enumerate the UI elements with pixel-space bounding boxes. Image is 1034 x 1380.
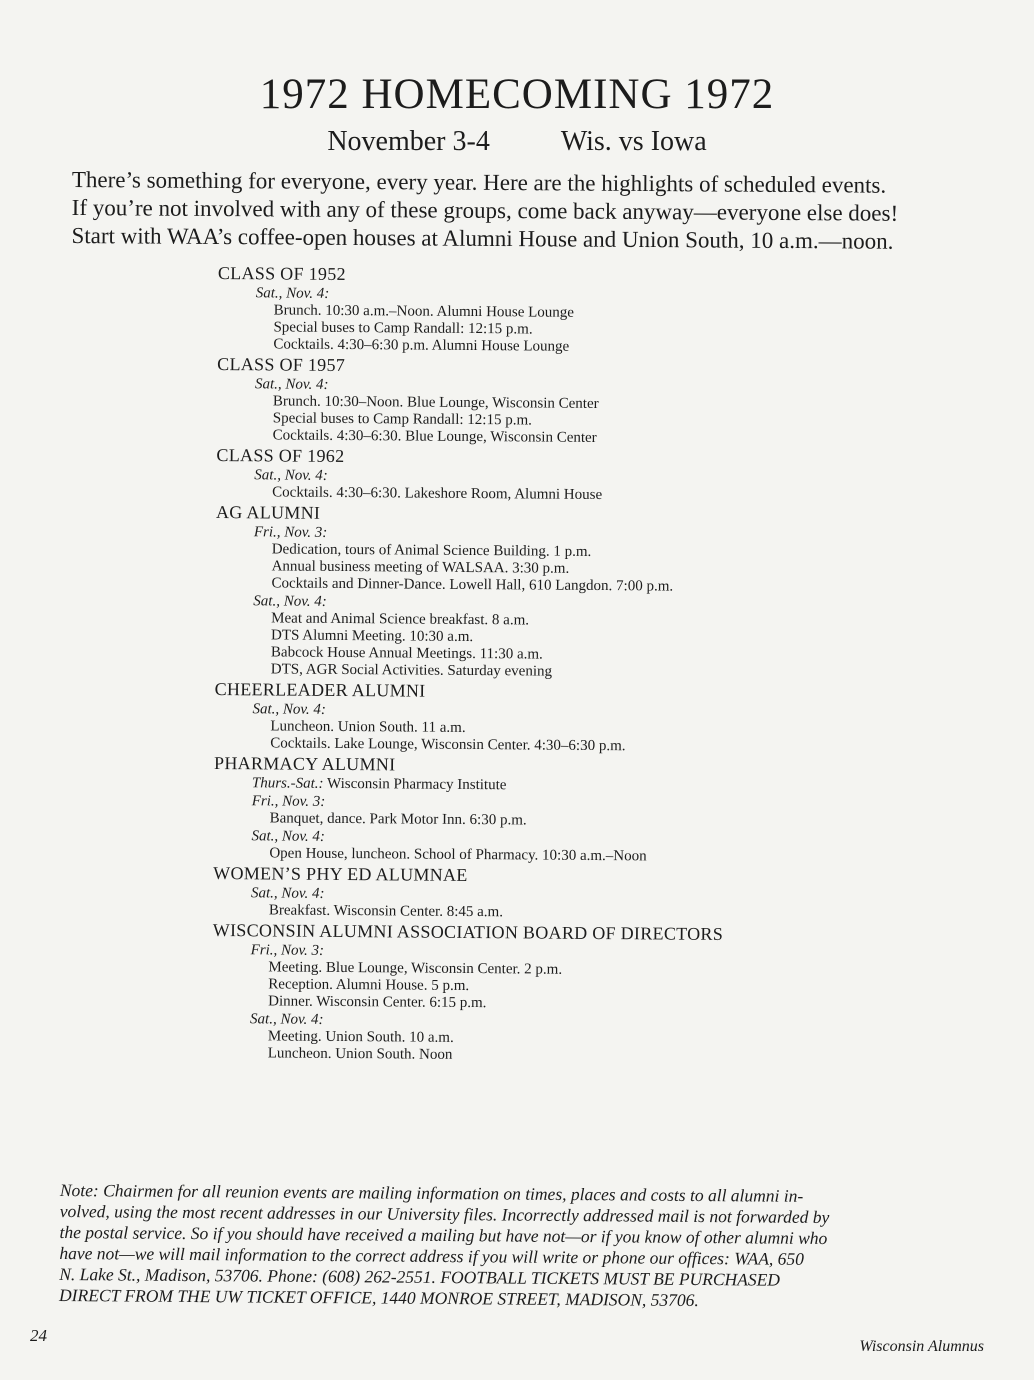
event-item: Cocktails. Lake Lounge, Wisconsin Center. 4:30–6:30 p.m. (270, 735, 626, 755)
group-heading: WISCONSIN ALUMNI ASSOCIATION BOARD OF DIRECTORS (212, 919, 724, 944)
event-item: Luncheon. Union South. Noon (267, 1045, 453, 1063)
event-item: Cocktails. 4:30–6:30. Lakeshore Room, Alumni House (272, 484, 603, 504)
group-heading: CLASS OF 1962 (216, 444, 345, 466)
group-heading: CLASS OF 1957 (217, 353, 346, 376)
event-item: Meeting. Union South. 10 a.m. (267, 1028, 454, 1046)
event-item: Special buses to Camp Randall: 12:15 p.m. (273, 319, 533, 338)
event-item: Special buses to Camp Randall: 12:15 p.m. (272, 410, 532, 429)
day-label: Sat., Nov. 4: (255, 285, 330, 302)
day-label: Fri., Nov. 3: (253, 524, 328, 541)
day-label: Thurs.-Sat.: (251, 775, 324, 792)
intro-line: Start with WAA’s coffee-open houses at Alumni House and Union South, 10 a.m.—noon. (71, 222, 894, 254)
day-label: Sat., Nov. 4: (250, 885, 325, 902)
event-item: Meat and Animal Science breakfast. 8 a.m. (271, 610, 530, 629)
group-waa-board (212, 919, 913, 1067)
day-label: Sat., Nov. 4: (254, 467, 328, 484)
subtitle (0, 126, 1034, 158)
group-heading: CHEERLEADER ALUMNI (214, 678, 426, 701)
day-label: Sat., Nov. 4: (249, 1011, 324, 1028)
event-item: Dedication, tours of Animal Science Building. 1 p.m. (271, 541, 592, 560)
group-cheerleader-alumni (214, 678, 915, 757)
group-heading: AG ALUMNI (215, 501, 321, 523)
event-item: Cocktails and Dinner-Dance. Lowell Hall, 610 Langdon. 7:00 p.m. (271, 575, 674, 595)
note-line: DIRECT FROM THE UW TICKET OFFICE, 1440 MONROE STREET, MADISON, 53706. (59, 1284, 699, 1311)
event-item: Banquet, dance. Park Motor Inn. 6:30 p.m. (269, 810, 527, 829)
intro-paragraph (71, 166, 1002, 256)
event-item: Open House, luncheon. School of Pharmacy. 10:30 a.m.–Noon (269, 845, 647, 865)
page-number: 24 (30, 1326, 47, 1345)
day-label: Sat., Nov. 4: (252, 701, 327, 718)
event-item: Cocktails. 4:30–6:30. Blue Lounge, Wisconsin Center (272, 427, 597, 446)
note-line: have not—we will mail information to the correct address if you will write or phone our offices: WAA, 650 (59, 1242, 805, 1269)
group-class-of-1957 (217, 353, 918, 449)
event-item: Luncheon. Union South. 11 a.m. (270, 718, 466, 736)
event-item: DTS Alumni Meeting. 10:30 a.m. (271, 627, 474, 646)
group-womens-phy-ed-alumnae (213, 862, 913, 924)
intro-line: There’s something for everyone, every year. Here are the highlights of scheduled events. (71, 166, 887, 198)
event-item: DTS, AGR Social Activities. Saturday evening (270, 661, 553, 680)
event-schedule (212, 262, 918, 1067)
event-item: Annual business meeting of WALSAA. 3:30 p.m. (271, 558, 570, 577)
day-label: Sat., Nov. 4: (253, 593, 327, 610)
event-item: Dinner. Wisconsin Center. 6:15 p.m. (268, 993, 487, 1012)
intro-line: If you’re not involved with any of these groups, come back anyway—everyone else does! (71, 194, 899, 226)
note-line: the postal service. So if you should have received a mailing but have not—or if you know of other alumni who (59, 1221, 828, 1249)
event-date: November 3-4 (327, 126, 490, 157)
note-line: volved, using the most recent addresses in our University files. Incorrectly addressed mail is not forwarded by (59, 1200, 830, 1228)
group-heading: CLASS OF 1952 (217, 262, 346, 285)
event-item: Meeting. Blue Lounge, Wisconsin Center. 2 p.m. (268, 959, 563, 978)
event-item: Brunch. 10:30–Noon. Blue Lounge, Wisconsin Center (272, 393, 599, 412)
day-label: Fri., Nov. 3: (251, 793, 326, 810)
football-game: Wis. vs Iowa (560, 126, 707, 157)
page-title: 1972 HOMECOMING 1972 (259, 71, 775, 118)
group-heading: PHARMACY ALUMNI (213, 752, 396, 775)
day-label: Sat., Nov. 4: (254, 376, 329, 393)
note-line: N. Lake St., Madison, 53706. Phone: (608) 262-2551. FOOTBALL TICKETS MUST BE PURCHASED (59, 1263, 781, 1290)
event-item: Wisconsin Pharmacy Institute (327, 775, 507, 794)
chairmen-note (59, 1180, 990, 1313)
magazine-name: Wisconsin Alumnus (859, 1338, 984, 1355)
day-label: Sat., Nov. 4: (251, 828, 326, 845)
group-class-of-1962 (216, 444, 916, 506)
event-item: Brunch. 10:30 a.m.–Noon. Alumni House Lounge (273, 302, 575, 321)
event-item: Cocktails. 4:30–6:30 p.m. Alumni House Lounge (273, 336, 570, 355)
group-pharmacy-alumni (213, 752, 914, 867)
event-item: Breakfast. Wisconsin Center. 8:45 a.m. (268, 902, 504, 921)
event-item: Reception. Alumni House. 5 p.m. (268, 976, 470, 994)
group-class-of-1952 (217, 262, 918, 358)
event-item: Babcock House Annual Meetings. 11:30 a.m. (270, 644, 543, 663)
note-line: Note: Chairmen for all reunion events are mailing information on times, places and costs to all alumni in- (59, 1180, 804, 1206)
group-heading: WOMEN’S PHY ED ALUMNAE (213, 862, 468, 885)
group-ag-alumni (215, 501, 916, 683)
day-label: Fri., Nov. 3: (250, 942, 325, 959)
